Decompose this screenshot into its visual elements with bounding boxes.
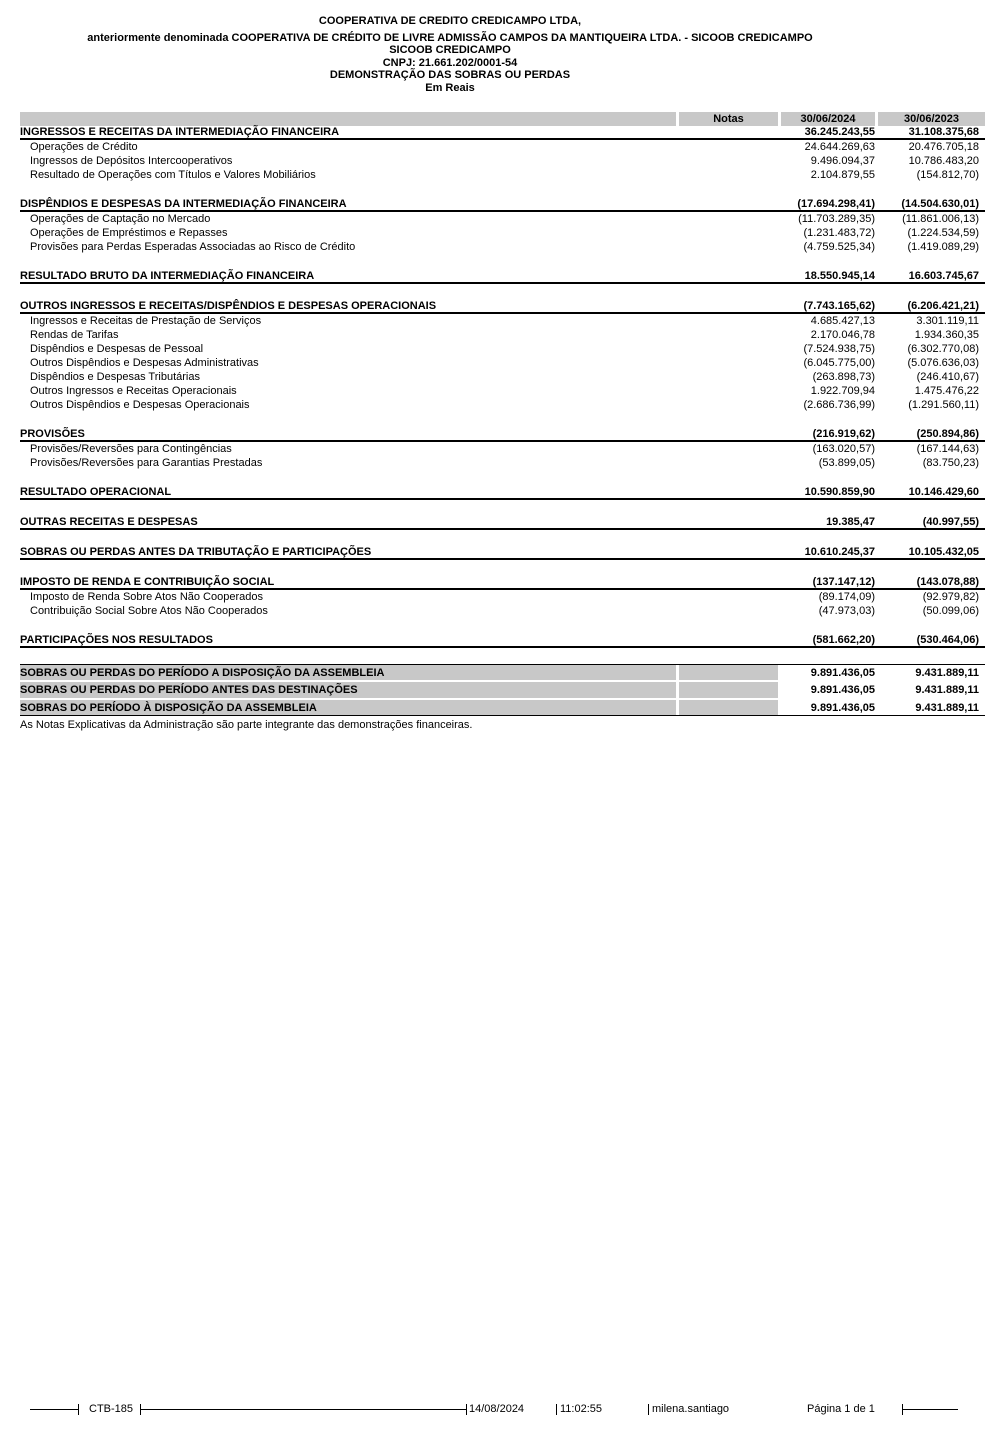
row-value-2024: (89.174,09) [818,591,875,603]
company-name: COOPERATIVA DE CREDITO CREDICAMPO LTDA, [318,15,582,27]
row-label: PARTICIPAÇÕES NOS RESULTADOS [20,634,213,646]
row-label: Provisões para Perdas Esperadas Associadas ao Risco de Crédito [30,241,356,253]
table-spacer [20,530,985,546]
footer-doc-code: CTB-185 [89,1403,134,1415]
header-notas: Notas [679,112,778,126]
row-value-2024: 10.610.245,37 [804,546,875,558]
statement-rows [20,126,985,716]
row-value-2023: (154.812,70) [916,169,979,181]
table-row [20,398,985,412]
row-nota [679,328,778,342]
row-nota [679,456,778,470]
row-value-2024: 4.685.427,13 [810,315,875,327]
header-label-spacer [20,112,676,126]
footer-tick [556,1404,557,1415]
row-nota [679,398,778,412]
row-value-2024: 2.170.046,78 [810,329,875,341]
row-nota [679,240,778,254]
row-label: Outros Dispêndios e Despesas Administrativas [30,357,259,369]
row-value-2023: (50.099,06) [922,605,979,617]
footer-time: 11:02:55 [560,1403,603,1415]
row-value-2024: (4.759.525,34) [803,241,875,253]
row-value-2024: (581.662,20) [812,634,875,646]
row-nota [679,370,778,384]
table-spacer [20,500,985,516]
row-label: IMPOSTO DE RENDA E CONTRIBUIÇÃO SOCIAL [20,576,275,588]
row-label: DISPÊNDIOS E DESPESAS DA INTERMEDIAÇÃO FINANCEIRA [20,198,347,210]
row-value-2024: 9.891.436,05 [810,684,875,696]
row-value-2023: (92.979,82) [922,591,979,603]
cnpj-line: CNPJ: 21.661.202/0001-54 [382,56,518,69]
header-date-2024: 30/06/2024 [781,112,875,126]
row-value-2023: 20.476.705,18 [908,141,979,153]
row-value-2023: 9.431.889,11 [915,684,979,696]
table-spacer [20,284,985,300]
table-row [20,126,985,140]
table-row [20,428,985,442]
table-row [20,240,985,254]
row-value-2023: 1.475.476,22 [914,385,979,397]
row-value-2024: (53.899,05) [818,457,875,469]
header-date-2023: 30/06/2023 [878,112,985,126]
row-value-2023: 16.603.745,67 [908,270,979,282]
row-value-2024: 9.891.436,05 [810,701,875,714]
row-label: SOBRAS DO PERÍODO À DISPOSIÇÃO DA ASSEMBLEIA [20,700,676,715]
table-row [20,682,985,698]
row-label: Resultado de Operações com Títulos e Valores Mobiliários [30,169,316,181]
row-nota [679,700,778,715]
table-row [20,546,985,560]
row-value-2023: (246.410,67) [916,371,979,383]
row-nota [679,212,778,226]
row-value-2023: (40.997,55) [922,516,979,528]
table-row [20,370,985,384]
row-value-2024: (17.694.298,41) [797,198,875,210]
row-value-2024: (6.045.775,00) [803,357,875,369]
table-row [20,590,985,604]
row-value-2023: (83.750,23) [922,457,979,469]
row-value-2024: (163.020,57) [812,443,875,455]
row-nota [679,168,778,182]
row-label: SOBRAS OU PERDAS ANTES DA TRIBUTAÇÃO E PARTICIPAÇÕES [20,546,372,558]
table-spacer [20,470,985,486]
currency-note: Em Reais [425,81,475,94]
table-row [20,486,985,500]
row-label: RESULTADO OPERACIONAL [20,486,172,498]
statement-table [20,112,985,732]
row-label: Operações de Empréstimos e Repasses [30,227,228,239]
row-label: Contribuição Social Sobre Atos Não Cooperados [30,605,268,617]
row-label: OUTROS INGRESSOS E RECEITAS/DISPÊNDIOS E DESPESAS OPERACIONAIS [20,300,437,312]
row-nota [679,356,778,370]
table-row [20,356,985,370]
row-value-2023: (1.224.534,59) [907,227,979,239]
row-label: PROVISÕES [20,428,85,440]
explanatory-note: As Notas Explicativas da Administração são parte integrante das demonstrações financeiras. [20,719,473,731]
row-value-2023: 10.146.429,60 [908,486,979,498]
footer-tick [78,1404,79,1415]
row-value-2023: 9.431.889,11 [915,666,979,679]
row-nota [679,270,778,282]
footer-user: milena.santiago [652,1403,730,1415]
table-spacer [20,648,985,664]
table-row [20,154,985,168]
table-row [20,664,985,680]
row-label: Dispêndios e Despesas de Pessoal [30,343,204,355]
table-row [20,342,985,356]
row-nota [679,154,778,168]
row-nota [679,546,778,558]
row-value-2023: 31.108.375,68 [908,126,979,138]
table-row [20,212,985,226]
row-value-2024: (2.686.736,99) [803,399,875,411]
row-value-2024: (7.743.165,62) [803,300,875,312]
trade-name: SICOOB CREDICAMPO [389,44,511,57]
row-nota [679,576,778,588]
row-value-2024: (11.703.289,35) [798,213,875,225]
row-nota [679,442,778,456]
row-nota [679,634,778,646]
row-value-2023: (5.076.636,03) [907,357,979,369]
footer-rule-middle [140,1409,466,1410]
row-value-2024: (1.231.483,72) [803,227,875,239]
row-value-2024: 18.550.945,14 [804,270,875,282]
table-row [20,314,985,328]
table-row [20,328,985,342]
row-value-2023: 10.105.432,05 [908,546,979,558]
row-nota [679,140,778,154]
table-row [20,700,985,716]
row-value-2024: 2.104.879,55 [810,169,875,181]
table-row [20,576,985,590]
row-value-2023: 1.934.360,35 [914,329,979,341]
row-value-2023: (11.861.006,13) [902,213,979,225]
table-row [20,442,985,456]
footer-date: 14/08/2024 [469,1403,525,1415]
footer-tick [466,1404,467,1415]
row-label: Provisões/Reversões para Garantias Prestadas [30,457,263,469]
row-value-2023: 10.786.483,20 [908,155,979,167]
footer-tick [648,1404,649,1415]
row-value-2024: (7.524.938,75) [803,343,875,355]
row-value-2024: 19.385,47 [826,516,875,528]
row-label: Outros Ingressos e Receitas Operacionais [30,385,237,397]
row-value-2024: (263.898,73) [812,371,875,383]
footer-rule-left [30,1409,78,1410]
table-row [20,140,985,154]
row-value-2024: (137.147,12) [812,576,875,588]
row-value-2024: 9.891.436,05 [810,666,875,679]
table-row [20,198,985,212]
table-spacer [20,618,985,634]
row-value-2024: 1.922.709,94 [810,385,875,397]
row-value-2024: 24.644.269,63 [804,141,875,153]
table-row [20,456,985,470]
row-label: Ingressos de Depósitos Intercooperativos [30,155,233,167]
row-value-2023: (14.504.630,01) [901,198,979,210]
former-name-line: anteriormente denominada COOPERATIVA DE CRÉDITO DE LIVRE ADMISSÃO CAMPOS DA MANTIQUEIRA LTDA. - SICOOB CREDICAMPO [87,31,813,44]
row-value-2024: (216.919,62) [812,428,875,440]
row-label: Outros Dispêndios e Despesas Operacionais [30,399,250,411]
table-row [20,384,985,398]
table-spacer [20,254,985,270]
row-value-2023: (143.078,88) [916,576,979,588]
row-label: RESULTADO BRUTO DA INTERMEDIAÇÃO FINANCEIRA [20,270,315,282]
table-row [20,604,985,618]
row-nota [679,226,778,240]
row-label: Dispêndios e Despesas Tributárias [30,371,200,383]
row-value-2023: 9.431.889,11 [915,701,979,714]
row-nota [679,486,778,498]
row-label: Ingressos e Receitas de Prestação de Serviços [30,315,262,327]
row-value-2024: 36.245.243,55 [804,126,875,138]
row-nota [679,665,778,680]
table-row [20,634,985,648]
row-value-2024: 10.590.859,90 [804,486,875,498]
row-nota [679,682,778,698]
row-label: Imposto de Renda Sobre Atos Não Cooperados [30,591,263,603]
table-spacer [20,412,985,428]
row-value-2024: (47.973,03) [818,605,875,617]
table-spacer [20,560,985,576]
row-value-2023: 3.301.119,11 [916,315,979,327]
table-spacer [20,182,985,198]
row-value-2023: (1.291.560,11) [908,399,979,411]
row-label: Operações de Crédito [30,141,138,153]
table-row [20,270,985,284]
row-value-2023: (530.464,06) [916,634,979,646]
row-nota [679,604,778,618]
document-header [0,15,900,95]
row-value-2023: (6.206.421,21) [907,300,979,312]
row-label: SOBRAS OU PERDAS DO PERÍODO A DISPOSIÇÃO DA ASSEMBLEIA [20,665,676,680]
table-row [20,516,985,530]
row-nota [679,590,778,604]
table-row [20,300,985,314]
table-row [20,168,985,182]
row-value-2024: 9.496.094,37 [810,155,875,167]
row-nota [679,198,778,210]
row-label: Provisões/Reversões para Contingências [30,443,232,455]
table-row [20,226,985,240]
row-label: OUTRAS RECEITAS E DESPESAS [20,516,198,528]
row-value-2023: (1.419.089,29) [907,241,979,253]
row-label: INGRESSOS E RECEITAS DA INTERMEDIAÇÃO FINANCEIRA [20,126,340,138]
row-nota [679,342,778,356]
footer-rule-right [902,1409,958,1410]
row-nota [679,384,778,398]
row-value-2023: (167.144,63) [916,443,979,455]
row-nota [679,314,778,328]
row-value-2023: (6.302.770,08) [907,343,979,355]
footer-page-number: Página 1 de 1 [807,1403,875,1415]
row-label: Operações de Captação no Mercado [30,213,211,225]
row-nota [679,428,778,440]
row-nota [679,126,778,138]
row-nota [679,300,778,312]
row-value-2023: (250.894,86) [916,428,979,440]
row-nota [679,516,778,528]
row-label: Rendas de Tarifas [30,329,119,341]
row-label: SOBRAS OU PERDAS DO PERÍODO ANTES DAS DESTINAÇÕES [20,682,676,698]
statement-title: DEMONSTRAÇÃO DAS SOBRAS OU PERDAS [329,69,571,82]
table-header-row [20,112,985,126]
